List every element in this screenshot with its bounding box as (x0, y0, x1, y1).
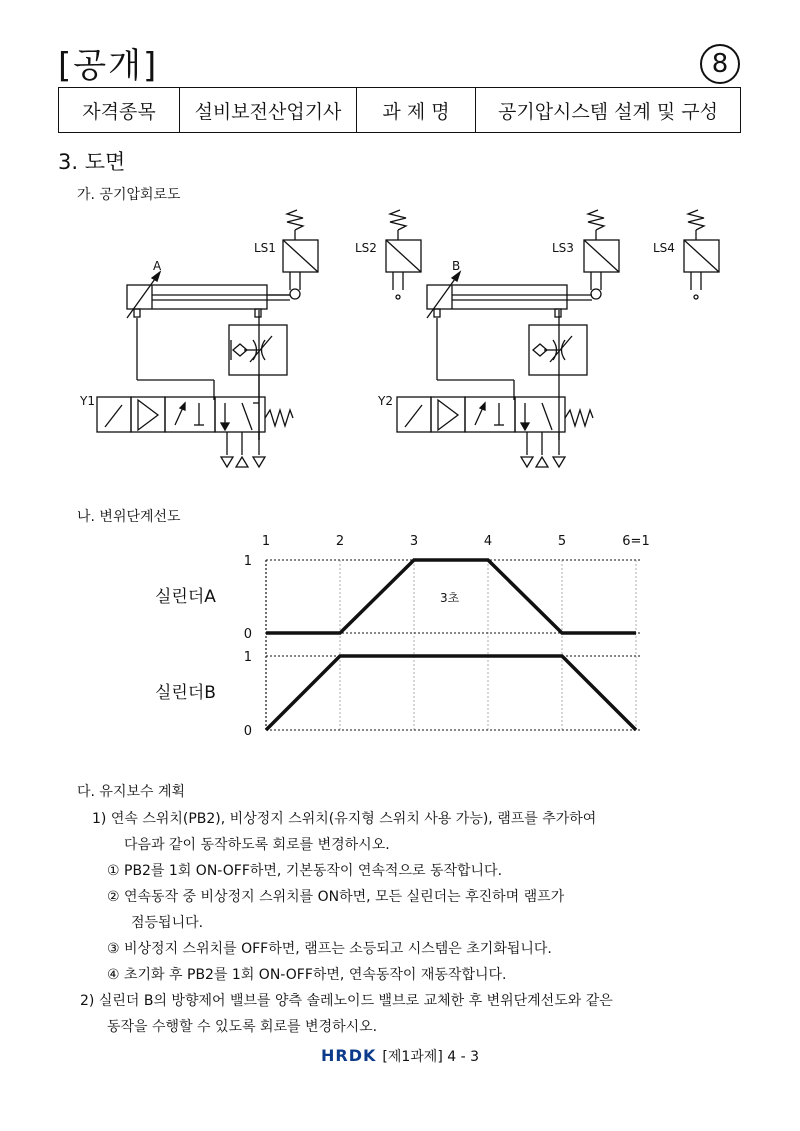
series-line-b (266, 656, 636, 730)
step-tick-label: 2 (335, 534, 345, 549)
maintenance-subitem-1: ① PB2를 1회 ON-OFF하면, 기본동작이 연속적으로 동작합니다. (107, 863, 503, 879)
maintenance-subitem-3: ③ 비상정지 스위치를 OFF하면, 램프는 소등되고 시스템은 초기화됩니다. (107, 941, 552, 957)
maintenance-item-2-cont: 동작을 수행할 수 있도록 회로를 변경하시오. (107, 1019, 378, 1035)
page-number-badge: 8 (700, 44, 740, 84)
maintenance-item-1-cont: 다음과 같이 동작하도록 회로를 변경하시오. (124, 837, 390, 853)
label-cylinder-b: B (452, 259, 461, 273)
limit-switch-ls3 (584, 210, 619, 299)
directional-valve-y1 (97, 397, 293, 467)
limit-switch-ls2 (386, 210, 421, 299)
step-tick-label: 5 (557, 534, 567, 549)
y-tick-label: 0 (243, 724, 252, 739)
limit-switch-ls1 (283, 210, 318, 299)
step-tick-label: 6=1 (622, 534, 650, 549)
document-title: [공개] (58, 46, 159, 86)
series-label-b: 실린더B (155, 683, 216, 703)
maintenance-item-2: 2) 실린더 B의 방향제어 밸브를 양측 솔레노이드 밸브로 교체한 후 변위단계선도와 같은 (80, 993, 613, 1009)
directional-valve-y2 (397, 397, 593, 467)
maintenance-subitem-2-cont: 점등됩니다. (131, 915, 204, 931)
label-ls1: LS1 (254, 241, 276, 255)
label-ls4: LS4 (653, 241, 675, 255)
step-tick-label: 3 (409, 534, 419, 549)
info-table (58, 87, 741, 133)
step-tick-label: 1 (261, 534, 271, 549)
y-tick-label: 1 (243, 554, 252, 569)
flow-control-valve-a (229, 310, 287, 440)
y-tick-label: 1 (243, 650, 252, 665)
cylinder-a (127, 272, 290, 318)
series-label-a: 실린더A (155, 587, 216, 607)
pneumatic-circuit-diagram (0, 200, 800, 480)
displacement-subheading: 나. 변위단계선도 (77, 509, 181, 525)
label-ls3: LS3 (552, 241, 574, 255)
info-value-task: 공기압시스템 설계 및 구성 (476, 88, 741, 133)
label-cylinder-a: A (153, 259, 162, 273)
y-tick-label: 0 (243, 627, 252, 642)
step-tick-label: 4 (483, 534, 493, 549)
maintenance-subheading: 다. 유지보수 계획 (77, 784, 186, 800)
hrdk-logo: HRDK (320, 1046, 377, 1065)
label-y2: Y2 (378, 394, 393, 408)
section-heading: 3. 도면 (58, 150, 126, 174)
chart-note: 3초 (440, 591, 460, 605)
label-ls2: LS2 (355, 241, 377, 255)
displacement-step-chart (0, 525, 800, 745)
maintenance-subitem-2: ② 연속동작 중 비상정지 스위치를 ON하면, 모든 실린더는 후진하며 램프가 (107, 889, 565, 905)
page-footer (0, 1046, 800, 1066)
maintenance-subitem-4: ④ 초기화 후 PB2를 1회 ON-OFF하면, 연속동작이 재동작합니다. (107, 967, 507, 983)
circuit-subheading: 가. 공기압회로도 (77, 187, 181, 203)
cylinder-b (427, 272, 592, 318)
maintenance-item-1: 1) 연속 스위치(PB2), 비상정지 스위치(유지형 스위치 사용 가능), 램프를 추가하여 (92, 811, 597, 827)
info-value-qualification: 설비보전산업기사 (180, 88, 357, 133)
label-y1: Y1 (80, 394, 95, 408)
info-label-qualification: 자격종목 (59, 88, 180, 133)
limit-switch-ls4 (684, 210, 719, 299)
info-label-task: 과 제 명 (357, 88, 476, 133)
flow-control-valve-b (529, 310, 587, 440)
footer-text: [제1과제] 4 - 3 (382, 1049, 479, 1065)
